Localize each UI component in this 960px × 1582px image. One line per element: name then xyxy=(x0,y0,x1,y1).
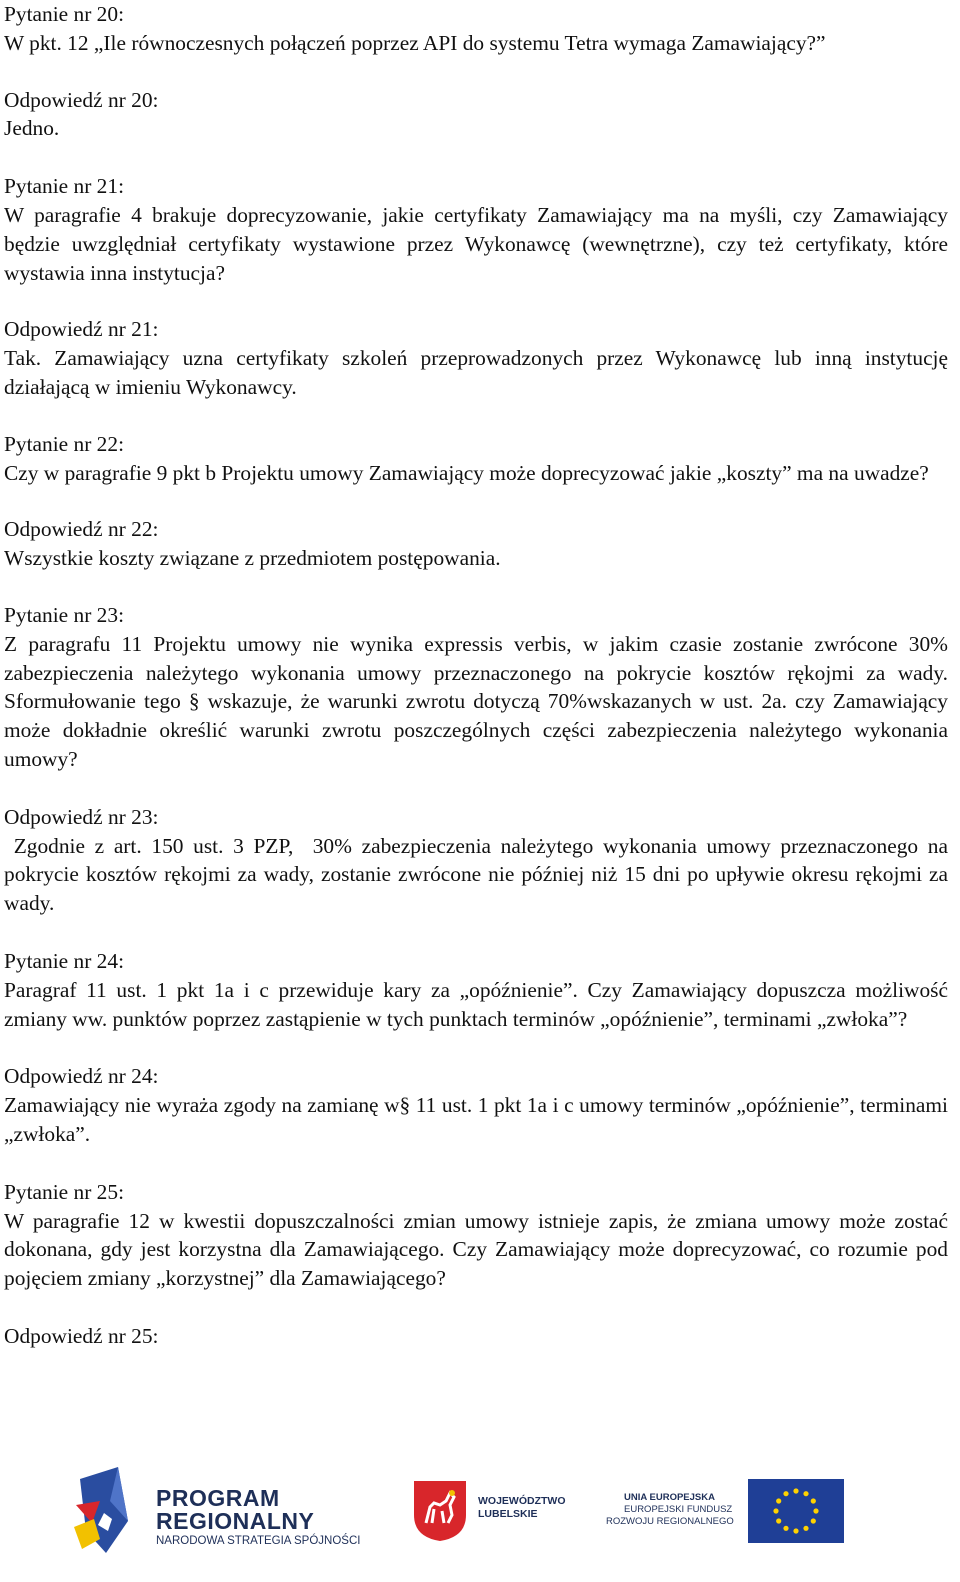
question-23-heading: Pytanie nr 23: xyxy=(4,602,125,627)
question-24-heading: Pytanie nr 24: xyxy=(4,948,125,973)
question-21-heading: Pytanie nr 21: xyxy=(4,174,125,199)
program-line3: NARODOWA STRATEGIA SPÓJNOŚCI xyxy=(156,1535,361,1547)
question-20-heading: Pytanie nr 20: xyxy=(4,2,125,26)
question-23-text: Z paragrafu 11 Projektu umowy nie wynika expressis verbis, w jakim czasie zostanie zwrócone 30% zabezpieczenia należytego wykonania umowy przeznaczonego na pokrycie kosztów rękojmi za wady. Sformułowanie tego § wskazuje, że warunki zwrotu dotyczą 70%wskazanych w ust. 2a. czy Zamawiający może dokładnie określić warunki zwrotu poszczególnych części zabezpieczenia należytego wykonania umowy? xyxy=(4,631,948,771)
footer-logos xyxy=(0,1455,960,1582)
program-regionalny-logo-icon xyxy=(70,1461,136,1557)
question-21-text: W paragrafie 4 brakuje doprecyzowanie, jakie certyfikaty Zamawiający ma na myśli, czy Zamawiający będzie uwzględniał certyfikaty wystawione przez Wykonawcę (wewnętrzne), czy też certyfikaty, które wystawia inna instytucja? xyxy=(4,202,948,285)
answer-24-text: Zamawiający nie wyraża zgody na zamianę w§ 11 ust. 1 pkt 1a i c umowy terminów „opóźnienie”, terminami „zwłoka”. xyxy=(4,1093,948,1146)
ue-line1: UNIA EUROPEJSKA xyxy=(624,1492,715,1503)
question-24-text: Paragraf 11 ust. 1 pkt 1a i c przewiduje kary za „opóźnienie”. Czy Zamawiający dopuszcza możliwość zmiany ww. punktów poprzez zastąpienie w tych punktach terminów „opóźnienie”, terminami „zwłoka”? xyxy=(4,977,948,1031)
question-25-heading: Pytanie nr 25: xyxy=(4,1179,125,1204)
wojewodztwo-line2: LUBELSKIE xyxy=(478,1508,538,1520)
answer-20-text: Jedno. xyxy=(4,116,60,141)
question-22-heading: Pytanie nr 22: xyxy=(4,431,125,456)
program-line1: PROGRAM xyxy=(156,1485,280,1511)
answer-25-heading: Odpowiedź nr 25: xyxy=(4,1323,159,1348)
program-line2: REGIONALNY xyxy=(156,1508,315,1534)
answer-23-text: Zgodnie z art. 150 ust. 3 PZP, 30% zabezpieczenia należytego wykonania umowy przeznaczonego na pokrycie kosztów rękojmi za wady, zostanie zwrócone nie później niż 15 dni po upływie okresu rękojmi za wady. xyxy=(4,833,954,916)
answer-24-heading: Odpowiedź nr 24: xyxy=(4,1064,159,1089)
question-22-text: Czy w paragrafie 9 pkt b Projektu umowy Zamawiający może doprecyzować jakie „koszty” ma na uwadze? xyxy=(4,460,929,485)
answer-22-heading: Odpowiedź nr 22: xyxy=(4,517,159,542)
ue-line2: EUROPEJSKI FUNDUSZ xyxy=(624,1504,733,1515)
wojewodztwo-crest-icon xyxy=(412,1479,468,1543)
document-body xyxy=(4,0,954,1351)
answer-22-text: Wszystkie koszty związane z przedmiotem postępowania. xyxy=(4,546,501,571)
question-20-text: W pkt. 12 „Ile równoczesnych połączeń poprzez API do systemu Tetra wymaga Zamawiający?” xyxy=(4,30,826,55)
eu-flag-icon xyxy=(748,1479,844,1543)
answer-20-heading: Odpowiedź nr 20: xyxy=(4,87,159,112)
answer-23-heading: Odpowiedź nr 23: xyxy=(4,804,159,829)
question-25-text: W paragrafie 12 w kwestii dopuszczalności zmian umowy istnieje zapis, że zmiana umowy może zostać dokonana, gdy jest korzystna dla Zamawiającego. Czy Zamawiający może doprecyzować, co rozumie pod pojęciem zmiany „korzystnej” dla Zamawiającego? xyxy=(4,1208,948,1291)
wojewodztwo-line1: WOJEWÓDZTWO xyxy=(478,1495,566,1507)
answer-21-text: Tak. Zamawiający uzna certyfikaty szkoleń przeprowadzonych przez Wykonawcę lub inną instytucję działającą w imieniu Wykonawcy. xyxy=(4,346,948,399)
ue-line3: ROZWOJU REGIONALNEGO xyxy=(606,1516,734,1527)
answer-21-heading: Odpowiedź nr 21: xyxy=(4,317,159,342)
